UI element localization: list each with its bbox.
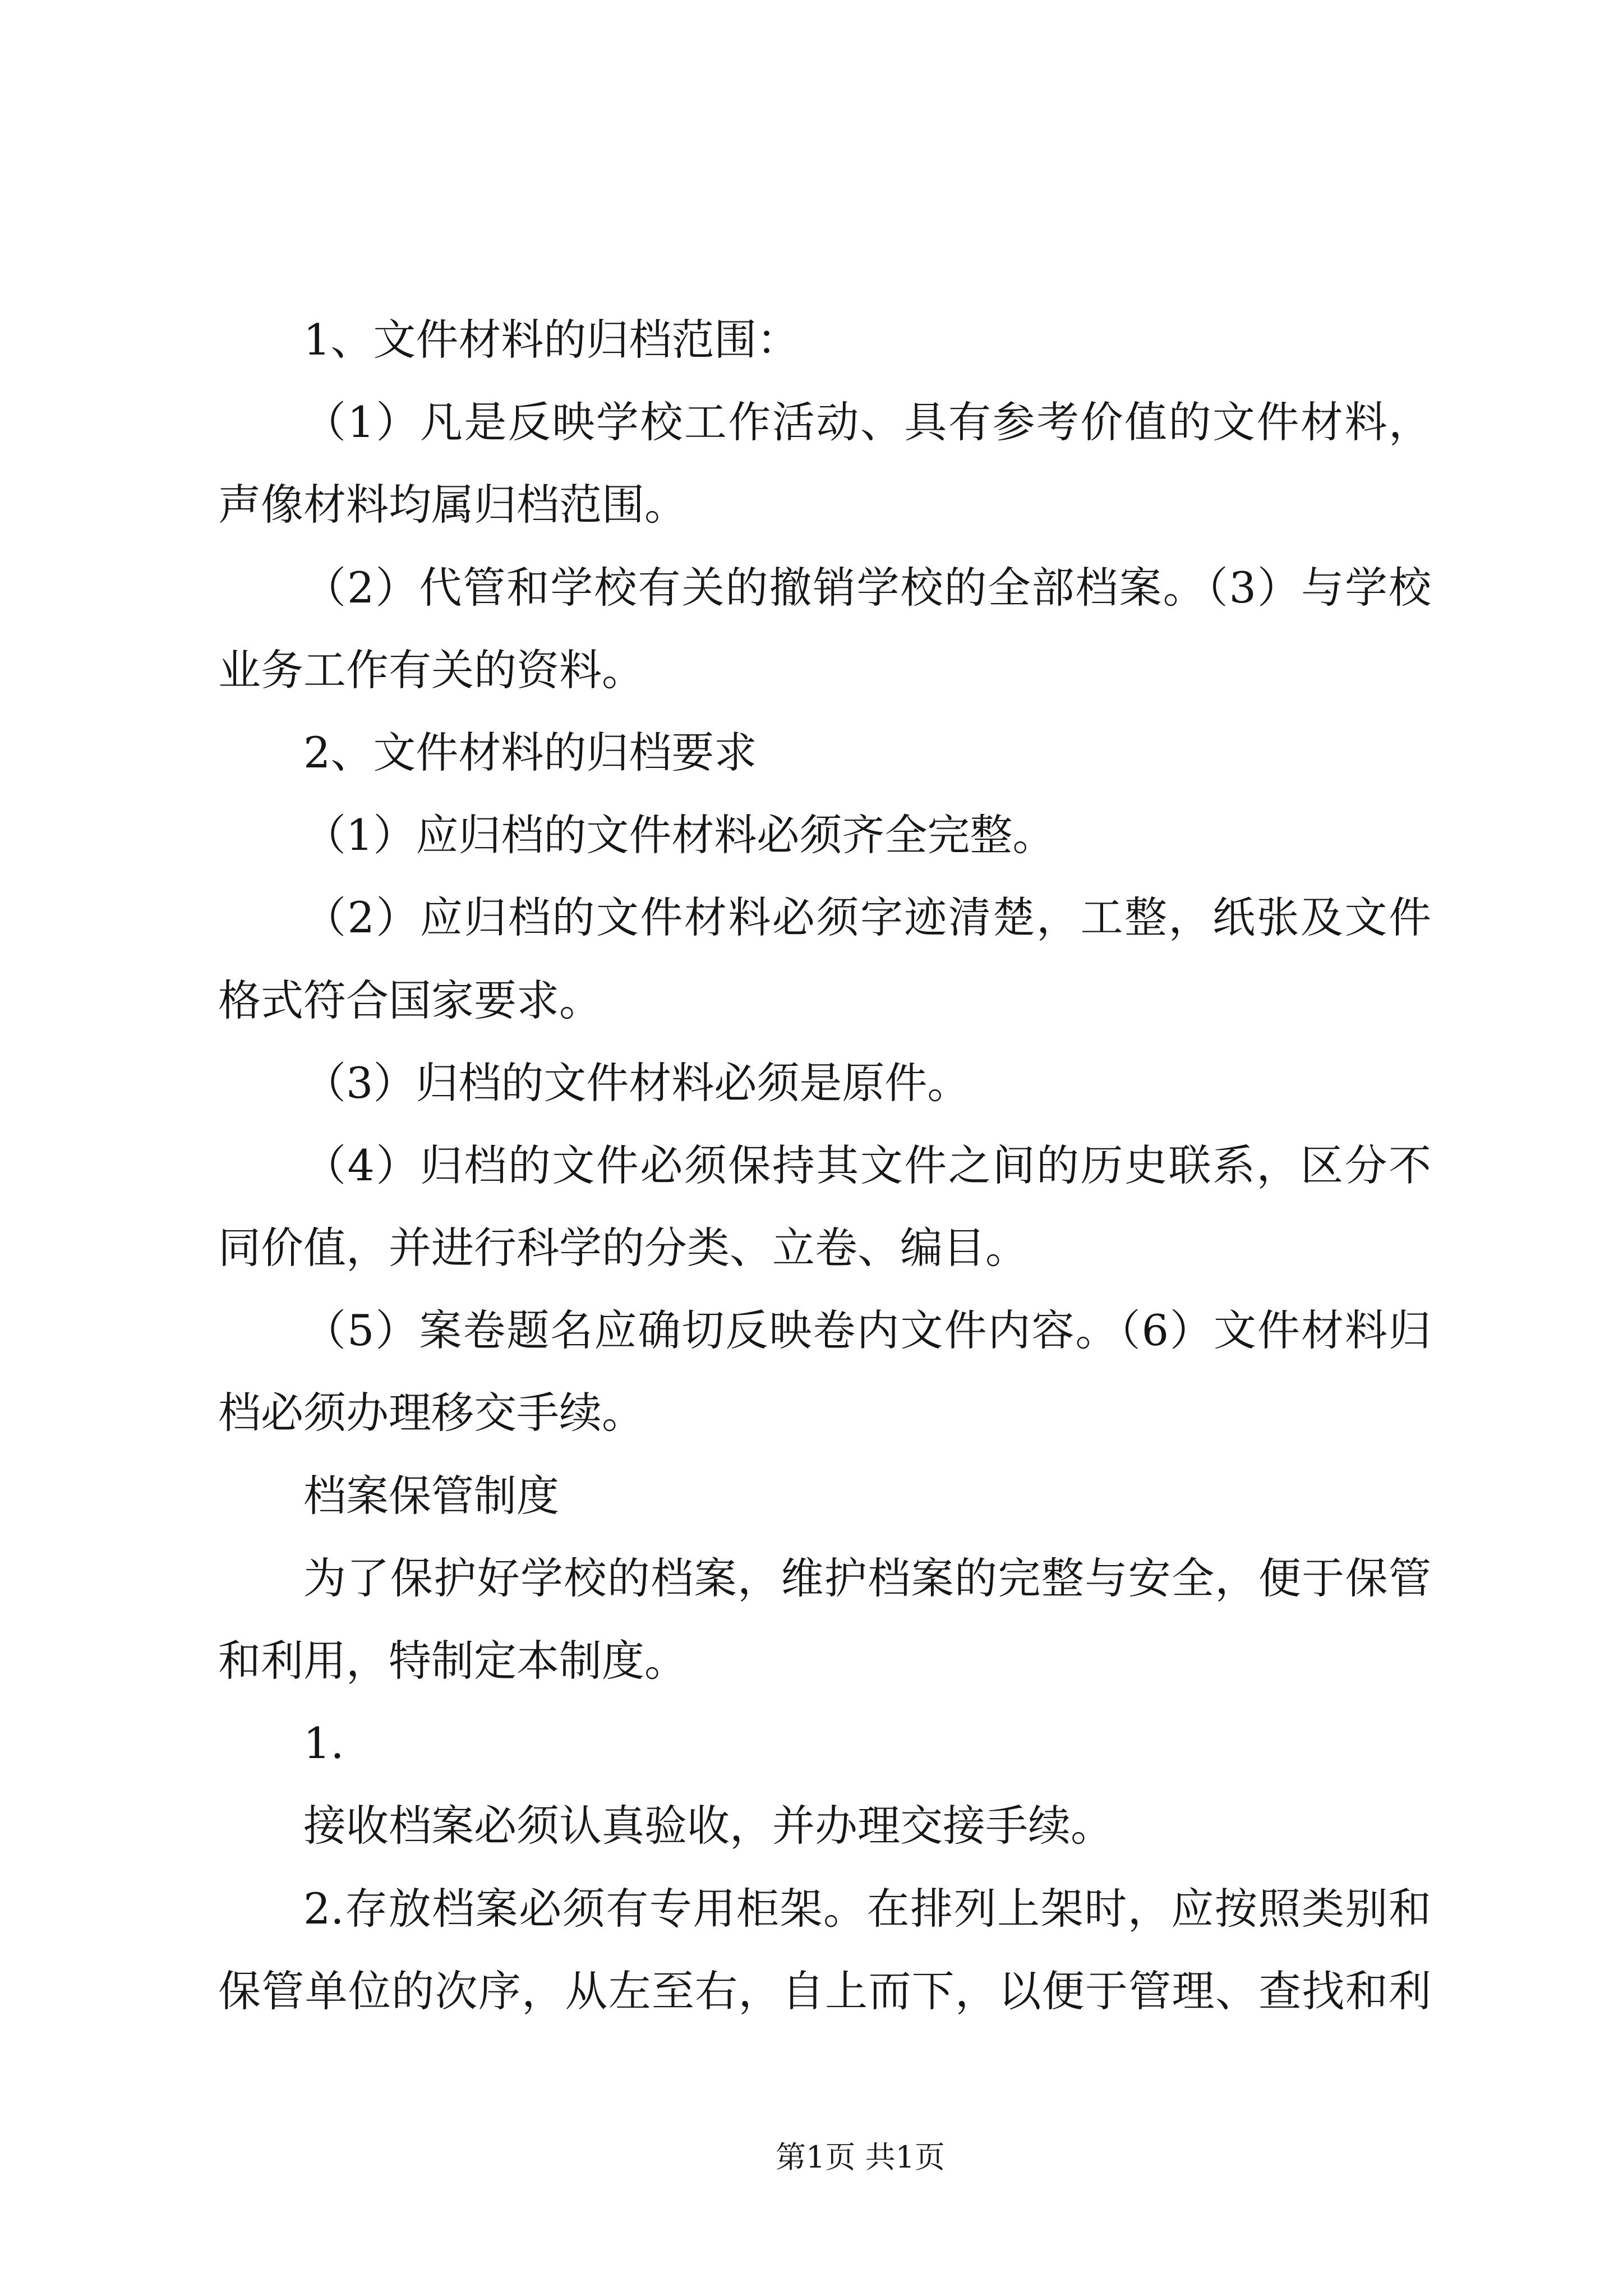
paragraph-requirement-2 [218, 876, 1431, 1041]
paragraph-archiving-requirements-heading [218, 711, 1431, 794]
paragraph-custody-rule-2 [218, 1867, 1431, 2032]
text-line: （1）凡是反映学校工作活动、具有参考价值的文件材料， [303, 397, 1431, 448]
paragraph-custody-rule-1 [218, 1784, 1431, 1867]
text-line: （2）应归档的文件材料必须字迹清楚，工整，纸张及文件 [303, 892, 1431, 943]
paragraph-archiving-scope-heading [218, 298, 1431, 381]
paragraph-scope-item-1 [218, 381, 1431, 546]
text-line: 同价值，并进行科学的分类、立卷、编目。 [218, 1223, 1028, 1273]
text-line: 档案保管制度 [303, 1470, 559, 1521]
text-line: 声像材料均属归档范围。 [218, 480, 687, 530]
paragraph-requirement-5-6 [218, 1289, 1431, 1454]
text-line: （3）归档的文件材料必须是原件。 [303, 1057, 970, 1108]
text-line: 为了保护好学校的档案，维护档案的完整与安全，便于保管 [303, 1553, 1431, 1603]
text-line: （5）案卷题名应确切反映卷内文件内容。（6）文件材料归 [303, 1305, 1431, 1356]
section-heading-custody-rules [218, 1455, 1431, 1537]
text-line: （2）代管和学校有关的撤销学校的全部档案。（3）与学校 [303, 562, 1431, 613]
text-line: （4）归档的文件必须保持其文件之间的历史联系，区分不 [303, 1140, 1431, 1190]
text-line: 和利用，特制定本制度。 [218, 1636, 687, 1686]
paragraph-requirement-4 [218, 1124, 1431, 1289]
paragraph-scope-item-2-3 [218, 546, 1431, 711]
text-line: 1. [303, 1718, 344, 1769]
text-line: 1、文件材料的归档范围： [303, 315, 800, 365]
page-number-footer: 第1页 共1页 [776, 2139, 945, 2175]
text-line: 格式符合国家要求。 [218, 975, 602, 1025]
text-line: 2.存放档案必须有专用柜架。在排列上架时，应按照类别和 [303, 1883, 1431, 1934]
text-line: 保管单位的次序，从左至右，自上而下，以便于管理、查找和利 [218, 1966, 1431, 2016]
paragraph-custody-purpose [218, 1537, 1431, 1702]
paragraph-requirement-3 [218, 1042, 1431, 1124]
text-line: （1）应归档的文件材料必须齐全完整。 [303, 810, 1055, 861]
text-line: 档必须办理移交手续。 [218, 1388, 644, 1438]
paragraph-requirement-1 [218, 794, 1431, 876]
paragraph-custody-number-1 [218, 1702, 1431, 1784]
document-body [218, 298, 1431, 2032]
text-line: 业务工作有关的资料。 [218, 645, 644, 695]
text-line: 接收档案必须认真验收，并办理交接手续。 [303, 1801, 1113, 1851]
text-line: 2、文件材料的归档要求 [303, 727, 757, 777]
